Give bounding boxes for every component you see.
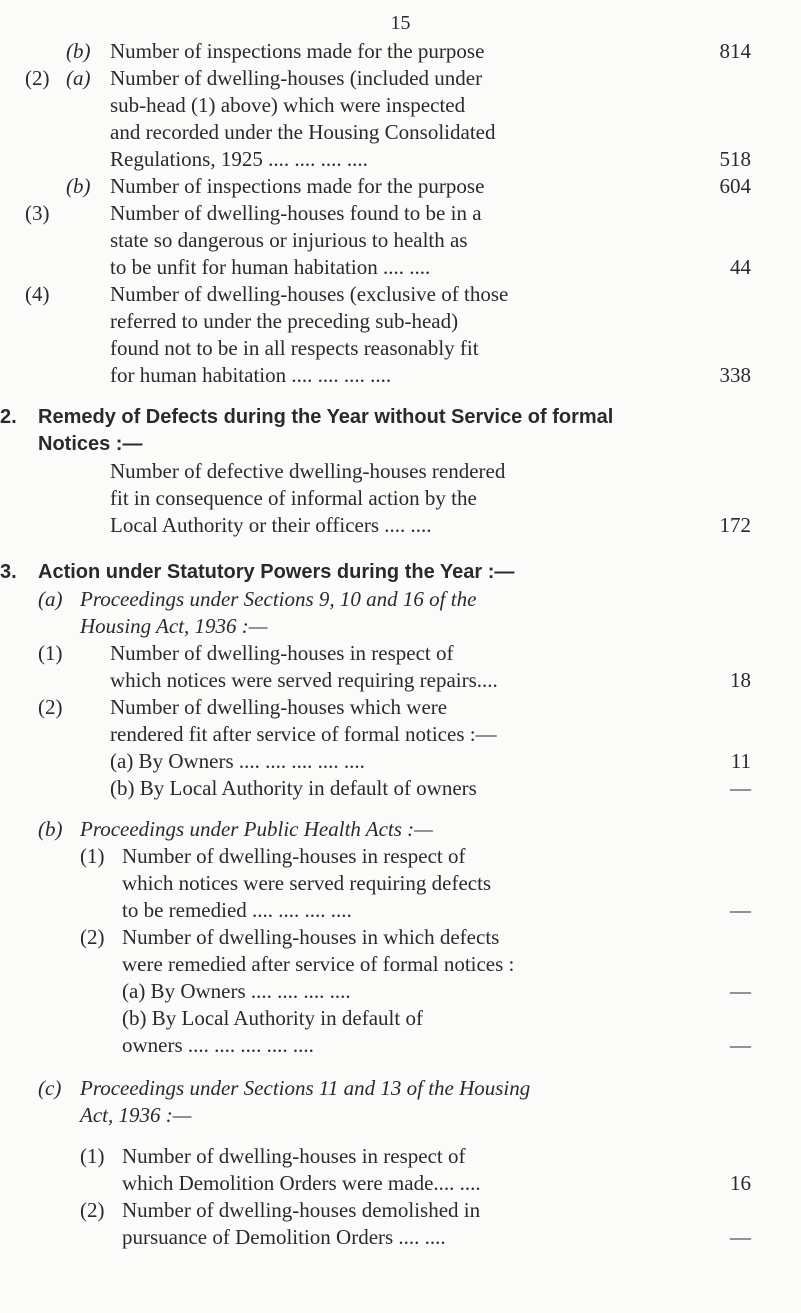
subsection-c-label: (c) [38,1076,62,1100]
item-4-line: referred to under the preceding sub-head) [110,309,459,333]
subsection-a-title: Proceedings under Sections 9, 10 and 16 of the [80,587,477,611]
item-b-value: 814 [719,39,751,63]
page-number: 15 [390,12,411,34]
item-4-label: (4) [25,282,50,306]
item-b1-label: (1) [80,844,105,868]
item-3-label: (3) [25,201,50,225]
section-3-heading: Action under Statutory Powers during the Year :— [38,561,515,583]
subsection-b-title: Proceedings under Public Health Acts :— [80,817,433,841]
item-2a-line: sub-head (1) above) which were inspected [110,93,466,117]
item-2a-line: Number of dwelling-houses (included under [110,66,483,90]
item-4-line: for human habitation .... .... .... .... [110,363,392,387]
item-a1-label: (1) [38,641,63,665]
item-a2a-value: 11 [730,749,751,773]
item-a1-line: Number of dwelling-houses in respect of [110,641,454,665]
item-b1-value: — [730,898,751,922]
item-b1-line: to be remedied .... .... .... .... [122,898,352,922]
item-2b-value: 604 [719,174,751,198]
item-4-line: Number of dwelling-houses (exclusive of those [110,282,509,306]
item-3-line: to be unfit for human habitation .... .... [110,255,431,279]
item-2b-label: (b) [66,174,91,198]
item-a2b-value: — [730,776,751,800]
item-c1-value: 16 [730,1171,751,1195]
item-b2a-text: (a) By Owners .... .... .... .... [122,979,351,1003]
item-a2-line: Number of dwelling-houses which were [110,695,448,719]
item-a1-line: which notices were served requiring repairs.... [110,668,498,692]
subsection-a-label: (a) [38,587,63,611]
section-2-line: Number of defective dwelling-houses rendered [110,459,506,483]
item-b-text: Number of inspections made for the purpose [110,39,485,63]
item-c1-line: which Demolition Orders were made.... .... [122,1171,481,1195]
item-b2b-value: — [730,1033,751,1057]
item-c1-label: (1) [80,1144,105,1168]
item-b2-line: were remedied after service of formal notices : [122,952,515,976]
item-b2b-line: (b) By Local Authority in default of [122,1006,423,1030]
item-a2-label: (2) [38,695,63,719]
section-2-value: 172 [719,513,751,537]
item-3-line: Number of dwelling-houses found to be in a [110,201,482,225]
subsection-b-label: (b) [38,817,63,841]
item-2a-label: (a) [66,66,91,90]
item-2a-value: 518 [719,147,751,171]
item-c2-label: (2) [80,1198,105,1222]
item-3-line: state so dangerous or injurious to health as [110,228,468,252]
item-b2-label: (2) [80,925,105,949]
item-b-label: (b) [66,39,91,63]
item-2a-line: Regulations, 1925 .... .... .... .... [110,147,368,171]
item-b1-line: which notices were served requiring defects [122,871,492,895]
item-a2a-text: (a) By Owners .... .... .... .... .... [110,749,365,773]
subsection-c-title-2: Act, 1936 :— [80,1103,192,1127]
item-a2-line: rendered fit after service of formal notices :— [110,722,497,746]
item-4-line: found not to be in all respects reasonably fit [110,336,479,360]
item-b2b-line: owners .... .... .... .... .... [122,1033,314,1057]
section-2-heading: Remedy of Defects during the Year without Service of formal [38,406,614,428]
item-c2-line: pursuance of Demolition Orders .... .... [122,1225,446,1249]
item-a2b-text: (b) By Local Authority in default of owners [110,776,477,800]
item-c2-value: — [730,1225,751,1249]
section-3-number: 3. [0,561,17,583]
subsection-c-title: Proceedings under Sections 11 and 13 of the Housing [80,1076,531,1100]
item-2a-line: and recorded under the Housing Consolidated [110,120,496,144]
item-4-value: 338 [719,363,751,387]
item-2-label: (2) [25,66,50,90]
section-2-number: 2. [0,406,17,428]
item-a1-value: 18 [730,668,751,692]
item-b2a-value: — [730,979,751,1003]
item-3-value: 44 [730,255,751,279]
item-c1-line: Number of dwelling-houses in respect of [122,1144,466,1168]
item-b1-line: Number of dwelling-houses in respect of [122,844,466,868]
item-b2-line: Number of dwelling-houses in which defects [122,925,500,949]
section-2-line: fit in consequence of informal action by the [110,486,477,510]
item-c2-line: Number of dwelling-houses demolished in [122,1198,481,1222]
item-2b-text: Number of inspections made for the purpose [110,174,485,198]
section-2-heading-2: Notices :— [38,433,143,455]
section-2-line: Local Authority or their officers .... .... [110,513,432,537]
subsection-a-title-2: Housing Act, 1936 :— [80,614,268,638]
